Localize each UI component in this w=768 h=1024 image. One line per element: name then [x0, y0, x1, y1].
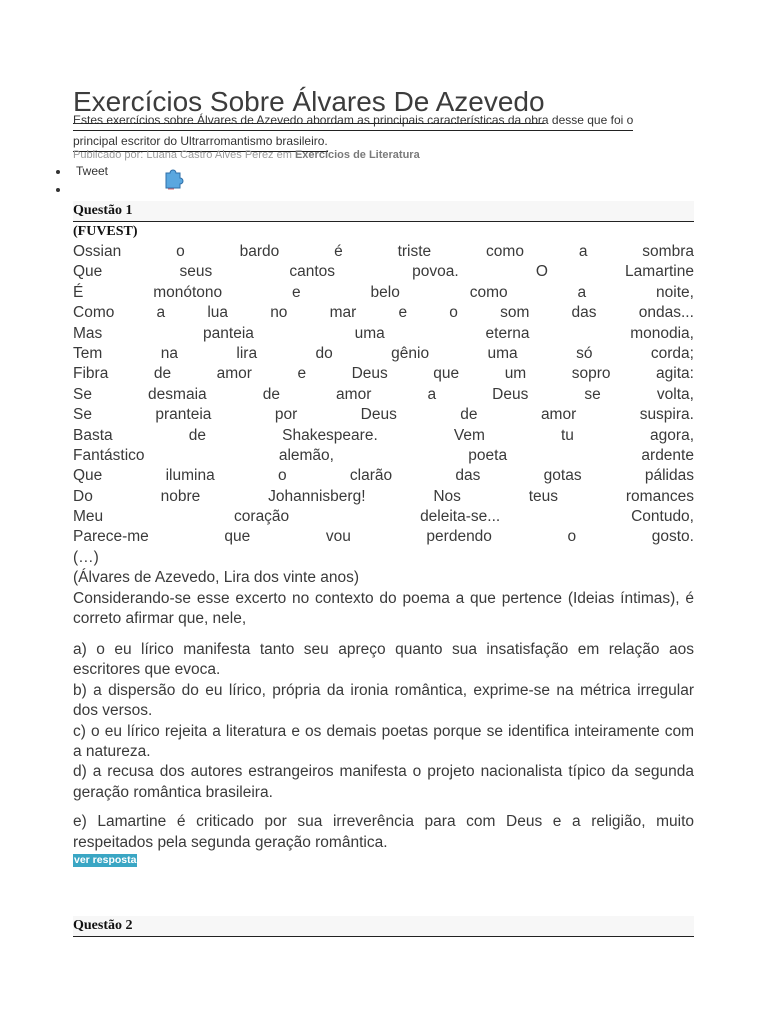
poem-word: Deus — [492, 385, 529, 403]
poem-word: lira — [236, 344, 258, 362]
poem-word: tu — [561, 426, 574, 444]
intro-paragraph — [73, 110, 673, 152]
poem-word: a — [578, 243, 588, 260]
byline-category-link[interactable]: Exercícios de Literatura — [294, 149, 420, 161]
poem-word: Vem — [453, 426, 485, 444]
poem-line — [73, 283, 694, 303]
poem-word: Fantástico — [73, 446, 145, 464]
poem-word: amor — [216, 365, 252, 383]
poem-word: ondas... — [638, 304, 694, 322]
poem-word: eterna — [485, 324, 530, 342]
poem-word: triste — [397, 243, 432, 260]
poem-word: vou — [325, 528, 351, 546]
poem-word: mar — [329, 304, 357, 322]
question-1-header: Questão 1 — [73, 201, 694, 222]
poem-word: ardente — [641, 446, 694, 464]
poem-word: Lamartine — [625, 263, 694, 281]
poem-word: uma — [487, 344, 518, 362]
poem-word: o — [176, 243, 185, 260]
poem-citation: (Álvares de Azevedo, Lira dos vinte anos) — [73, 569, 360, 587]
poem-word: pálidas — [644, 467, 694, 485]
poem-word: deleita-se... — [420, 508, 501, 526]
question-1-source: (FUVEST) — [73, 224, 138, 239]
poem-word: na — [160, 344, 178, 362]
poem-word: de — [153, 365, 172, 383]
poem-line — [73, 426, 694, 446]
poem-word: Deus — [351, 365, 388, 383]
poem-word: coração — [234, 508, 290, 526]
poem-word: Como — [73, 304, 115, 322]
poem-word: clarão — [349, 467, 393, 485]
poem-word: agita: — [656, 365, 694, 383]
poem-word: cantos — [289, 263, 336, 281]
poem-word: gosto. — [651, 528, 694, 546]
poem-word: e — [297, 365, 307, 383]
poem-line — [73, 446, 694, 466]
poem-word: Parece-me — [73, 528, 149, 546]
poem-word: agora, — [650, 426, 694, 444]
poem-word: que — [224, 528, 251, 546]
poem-word: Do — [73, 487, 93, 505]
poem-line — [73, 405, 694, 425]
poem-word: ilumina — [165, 467, 215, 485]
poem-word: de — [262, 385, 280, 403]
poem-line — [73, 487, 694, 507]
poem-word: que — [433, 365, 460, 383]
poem-word: Ossian — [73, 243, 122, 260]
poem-excerpt — [73, 242, 694, 629]
poem-word: volta, — [656, 385, 694, 403]
option-a[interactable]: a) o eu lírico manifesta tanto seu apreço quanto sua insatisfação em relação aos escritores que evoca. — [73, 641, 694, 679]
poem-line — [73, 262, 694, 282]
poem-word: teus — [528, 487, 559, 505]
share-list — [56, 162, 108, 198]
poem-line — [73, 527, 694, 547]
option-d[interactable]: d) a recusa dos autores estrangeiros manifesta o projeto nacionalista típico da segunda geração romântica brasileira. — [73, 763, 694, 801]
poem-word: lua — [207, 304, 229, 322]
poem-word: povoa. — [412, 263, 459, 281]
poem-word: seus — [179, 263, 213, 281]
poem-word: Contudo, — [631, 508, 694, 526]
question-1-options — [73, 640, 694, 853]
question-2-header: Questão 2 — [73, 916, 694, 937]
poem-word: monótono — [153, 283, 223, 301]
intro-line-2: principal escritor do Ultrarromantismo brasileiro. — [73, 131, 328, 152]
poem-line — [73, 364, 694, 384]
poem-word: Que — [73, 263, 103, 281]
poem-line — [73, 385, 694, 405]
poem-word: por — [274, 406, 298, 424]
puzzle-plugin-icon[interactable] — [162, 166, 184, 190]
poem-ellipsis: (…) — [73, 548, 99, 566]
poem-word: gênio — [391, 344, 430, 362]
option-e[interactable]: e) Lamartine é criticado por sua irreverência para com Deus e a religião, muito respeitados pela segunda geração romântica. — [73, 813, 694, 851]
poem-line — [73, 344, 694, 364]
poem-word: corda; — [650, 344, 694, 362]
poem-word: Deus — [360, 406, 397, 424]
intro-line-1: Estes exercícios sobre Álvares de Azevedo abordam as principais características da obra desse que foi o — [73, 110, 633, 131]
poem-word: como — [469, 283, 508, 301]
poem-word: Basta — [73, 426, 113, 444]
poem-word: do — [315, 344, 333, 362]
poem-line — [73, 507, 694, 527]
poem-word: de — [460, 406, 478, 424]
poem-word: gotas — [543, 467, 582, 485]
poem-word: Tem — [73, 344, 103, 362]
poem-word: Se — [73, 406, 92, 424]
poem-word: suspira. — [639, 406, 694, 424]
poem-word: pranteia — [155, 406, 212, 424]
option-b[interactable]: b) a dispersão do eu lírico, própria da ironia romântica, exprime-se na métrica irregular dos versos. — [73, 681, 694, 720]
show-answer-button[interactable]: ver resposta — [74, 854, 137, 866]
poem-word: o — [449, 304, 458, 322]
poem-word: poeta — [468, 446, 508, 464]
poem-word: e — [398, 304, 408, 322]
poem-word: só — [576, 344, 593, 362]
poem-word: o — [567, 528, 577, 546]
poem-word: e — [292, 283, 301, 301]
poem-word: romances — [625, 487, 694, 505]
poem-word: um — [504, 365, 527, 383]
poem-line — [73, 324, 694, 344]
poem-word: como — [486, 243, 524, 260]
poem-word: Fibra — [73, 365, 109, 383]
poem-word: monodia, — [630, 324, 694, 342]
share-item-tweet — [70, 162, 108, 180]
poem-word: no — [270, 304, 288, 322]
question-1-prompt: Considerando-se esse excerto no contexto do poema a que pertence (Ideias íntimas), é correto afirmar que, nele, — [73, 589, 694, 628]
poem-word: alemão, — [278, 446, 334, 464]
poem-word: nobre — [160, 487, 201, 505]
poem-line — [73, 303, 694, 323]
poem-word: se — [584, 385, 601, 403]
poem-word: panteia — [203, 324, 254, 342]
poem-word: bardo — [239, 243, 280, 260]
poem-word: sopro — [571, 365, 611, 383]
poem-word: É — [73, 283, 84, 301]
page-title: Exercícios Sobre Álvares De Azevedo — [73, 85, 545, 124]
poem-word: amor — [540, 406, 577, 424]
byline-author: Publicado por: Luana Castro Alves Perez em — [73, 149, 292, 161]
poem-line — [73, 242, 694, 262]
poem-word: é — [334, 243, 343, 260]
tweet-button[interactable]: Tweet — [76, 164, 109, 178]
poem-word: noite, — [656, 283, 694, 301]
poem-word: a — [577, 283, 587, 301]
poem-word: belo — [370, 283, 400, 301]
poem-word: a — [427, 385, 437, 403]
poem-word: Shakespeare. — [282, 426, 378, 444]
poem-word: Nos — [433, 487, 461, 505]
poem-word: Mas — [73, 324, 103, 342]
share-item-empty — [70, 180, 108, 198]
poem-word: perdendo — [426, 528, 492, 546]
poem-word: a — [156, 304, 166, 322]
option-c[interactable]: c) o eu lírico rejeita a literatura e os demais poetas porque se identifica inteiramente com a natureza. — [73, 722, 694, 761]
poem-word: Que — [73, 467, 103, 485]
poem-word: Johannisberg! — [268, 487, 366, 505]
poem-word: Se — [73, 385, 92, 403]
poem-word: sombra — [642, 243, 694, 260]
poem-word: amor — [336, 385, 372, 403]
poem-word: de — [188, 426, 206, 444]
poem-word: desmaia — [148, 385, 207, 403]
poem-word: o — [277, 467, 287, 485]
poem-word: O — [535, 263, 548, 281]
poem-line — [73, 466, 694, 486]
poem-word: som — [500, 304, 530, 322]
poem-word: uma — [354, 324, 385, 342]
byline — [73, 149, 420, 161]
poem-word: das — [571, 304, 597, 322]
poem-word: Meu — [73, 508, 104, 526]
poem-word: das — [455, 467, 481, 485]
